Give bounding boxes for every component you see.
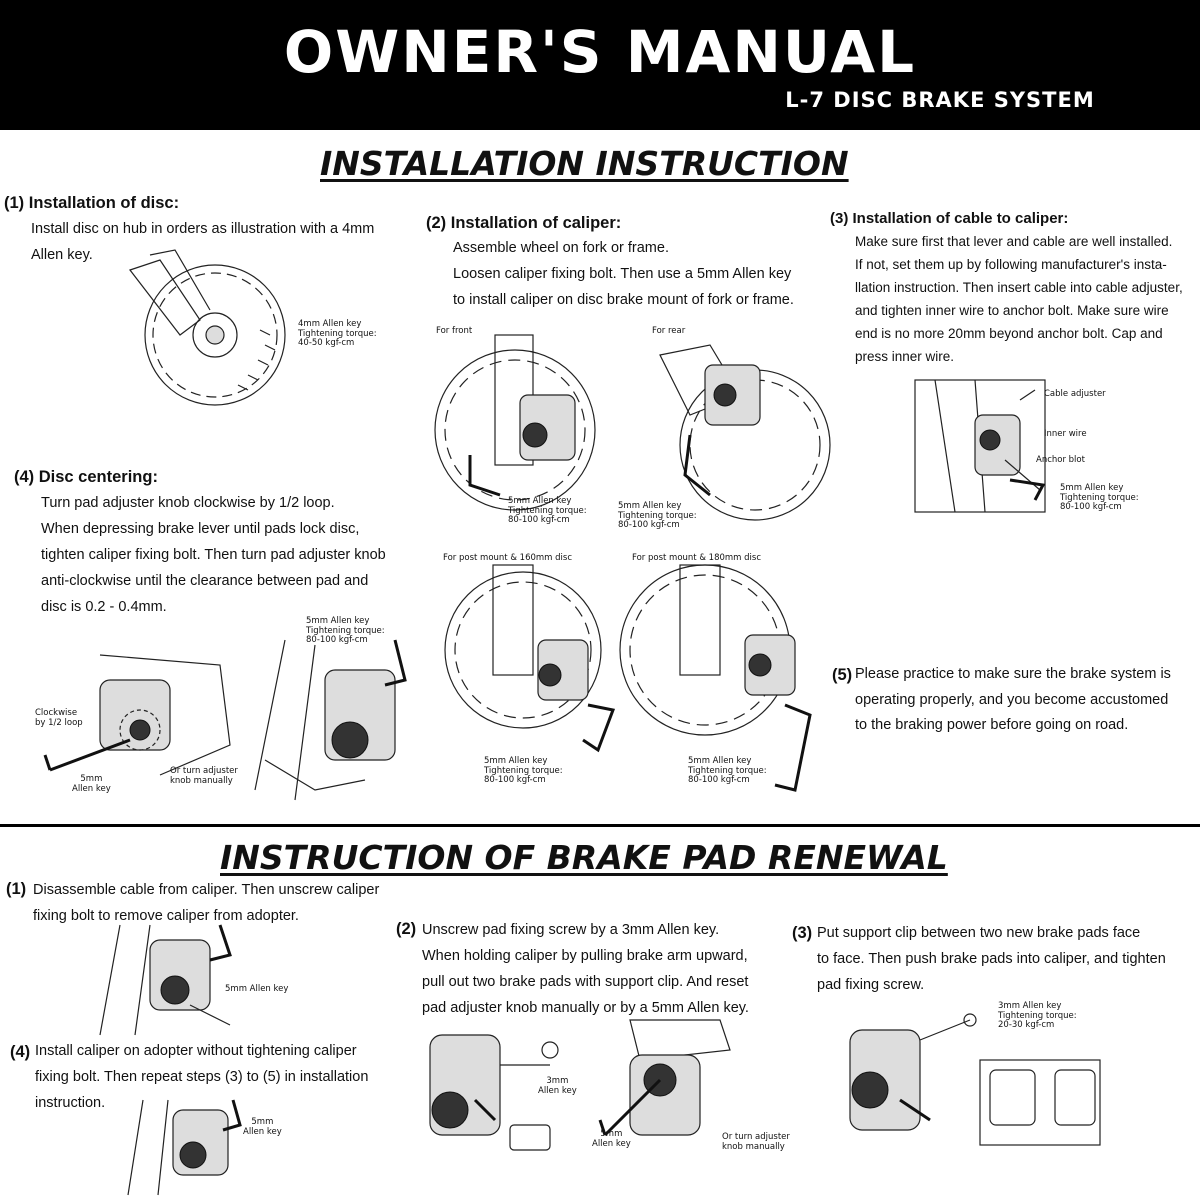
step2-heading: (2) Installation of caliper: [426,214,622,232]
callout-line: Tightening torque: [998,1010,1077,1021]
caliper-remove-illustration [100,925,240,1035]
step4-callout [306,617,385,646]
callout-line: 4mm Allen key [298,319,362,329]
renewal-step1-label: 5mm Allen key [225,984,289,994]
renewal-step2-line: Unscrew pad fixing screw by a 3mm Allen key. [422,922,720,938]
figure-front-label: For front [436,326,473,336]
header-bar [0,0,1200,130]
front-callout [508,497,587,526]
disc-install-illustration [120,250,320,430]
renewal-step3-line: to face. Then push brake pads into caliper, and tighten [817,951,1166,967]
label-line: 5mm [600,1129,623,1139]
callout-line: Tightening torque: [688,765,767,776]
step5-line: to the braking power before going on road. [855,717,1129,733]
callout-line: Tightening torque: [306,625,385,636]
label-line: Allen key [243,1126,282,1137]
callout-line: Tightening torque: [618,510,697,521]
callout-line: 80-100 kgf-cm [618,520,680,530]
renewal-step4-label [243,1118,282,1137]
label-line: knob manually [722,1141,785,1152]
renewal-step3-line: Put support clip between two new brake pads face [817,925,1141,941]
renewal-step4-line: Install caliper on adopter without tightening caliper [35,1043,357,1059]
caliper-reinstall-illustration [128,1100,248,1195]
step5-line: operating properly, and you become accustomed [855,691,1169,708]
anchor-bolt-label: Anchor blot [1036,455,1085,465]
step2-text [453,235,794,313]
label-line: Or turn adjuster [170,766,238,776]
callout-line: Tightening torque: [1060,492,1139,503]
renewal-step2-heading: (2) [396,920,417,938]
callout-line: 80-100 kgf-cm [484,775,546,785]
step1-callout [298,320,377,349]
figure-post160-label: For post mount & 160mm disc [443,553,573,563]
callout-line: 5mm Allen key [618,501,682,511]
step4-line: Turn pad adjuster knob clockwise by 1/2 loop. [41,495,335,511]
step3-callout [1060,484,1139,513]
step5-line: Please practice to make sure the brake system is [855,666,1171,682]
callout-line: 5mm Allen key [484,756,548,766]
callout-line: Tightening torque: [508,505,587,516]
step1-heading: (1) Installation of disc: [4,194,180,212]
callout-line: Tightening torque: [484,765,563,776]
renewal-step1-text [33,877,379,929]
label-line: by 1/2 loop [35,717,83,728]
label-line: Clockwise [35,708,78,718]
renewal-key5-label [592,1130,631,1149]
renewal-title: INSTRUCTION OF BRAKE PAD RENEWAL [220,838,948,877]
installation-title: INSTALLATION INSTRUCTION [320,144,849,183]
manual-title: OWNER'S MANUAL [283,18,917,86]
section-divider [0,824,1200,827]
step2-line: Assemble wheel on fork or frame. [453,240,669,256]
step5-text [855,662,1171,739]
step3-line: end is no more 20mm beyond anchor bolt. Cap and [855,326,1163,341]
renewal-step3-heading: (3) [792,924,813,942]
renewal-step1-heading: (1) [6,880,27,898]
label-line: 3mm [546,1076,569,1086]
callout-line: 3mm Allen key [998,1001,1062,1011]
manual-subtitle: L-7 DISC BRAKE SYSTEM [785,88,1095,112]
renewal-step3-text [817,920,1166,998]
label-line: Allen key [538,1085,577,1096]
step3-line: Make sure first that lever and cable are well installed. [855,234,1173,249]
step4-heading: (4) Disc centering: [14,468,158,486]
step2-line: to install caliper on disc brake mount of fork or frame. [453,292,794,308]
step1-line: Install disc on hub in orders as illustration with a 4mm [31,221,375,237]
step4-text [41,490,386,620]
step2-line: Loosen caliper fixing bolt. Then use a 5mm Allen key [453,266,792,282]
rear-callout [618,502,697,531]
step3-line: If not, set them up by following manufacturer's insta- [855,257,1167,272]
renewal-step3-line: pad fixing screw. [817,977,925,993]
pad-insert-illustration [840,1010,1110,1150]
step4-line: tighten caliper fixing bolt. Then turn pad adjuster knob [41,547,386,563]
caliper-front-illustration [430,335,620,505]
turn-label [170,767,238,786]
step3-line: llation instruction. Then insert cable into cable adjuster, [855,280,1183,295]
renewal-step2-line: When holding caliper by pulling brake arm upward, [422,948,748,964]
callout-line: 5mm Allen key [688,756,752,766]
renewal-step1-line: fixing bolt to remove caliper from adopter. [33,908,299,924]
step1-line: Allen key. [31,247,93,263]
figure-post180-label: For post mount & 180mm disc [632,553,762,563]
renewal-step4-line: fixing bolt. Then repeat steps (3) to (5) in installation [35,1069,369,1085]
callout-line: 20-30 kgf-cm [998,1020,1055,1030]
post160-callout [484,757,563,786]
step3-heading: (3) Installation of cable to caliper: [830,210,1069,227]
step4-line: disc is 0.2 - 0.4mm. [41,599,167,615]
renewal-turn-label [722,1133,790,1152]
key-label [72,775,111,794]
callout-line: 5mm Allen key [306,616,370,626]
post180-callout [688,757,767,786]
label-line: 5mm [251,1117,274,1127]
callout-line: 80-100 kgf-cm [508,515,570,525]
inner-wire-label: Inner wire [1044,429,1087,439]
step3-line: and tighten inner wire to anchor bolt. Make sure wire [855,303,1169,318]
callout-line: 80-100 kgf-cm [1060,502,1122,512]
step5-heading: (5) [832,666,853,684]
renewal-step2-line: pad adjuster knob manually or by a 5mm Allen key. [422,1000,749,1016]
step4-line: anti-clockwise until the clearance between pad and [41,573,369,589]
renewal-step2-line: pull out two brake pads with support clip. And reset [422,974,749,990]
caliper-tighten-illustration [255,640,415,800]
label-line: Or turn adjuster [722,1132,790,1142]
figure-rear-label: For rear [652,326,686,336]
step3-line: press inner wire. [855,349,955,364]
label-line: 5mm [80,774,103,784]
cable-adjuster-label: Cable adjuster [1044,389,1106,399]
callout-line: 80-100 kgf-cm [306,635,368,645]
callout-line: 5mm Allen key [1060,483,1124,493]
renewal-key3-label [538,1077,577,1096]
label-line: Allen key [72,783,111,794]
renewal-step1-line: Disassemble cable from caliper. Then unscrew caliper [33,882,380,898]
step3-text [855,230,1183,368]
callout-line: Tightening torque: [298,328,377,339]
label-line: Allen key [592,1138,631,1149]
callout-line: 80-100 kgf-cm [688,775,750,785]
caliper-post160-illustration [438,565,618,755]
label-line: knob manually [170,775,233,786]
renewal-step4-line: instruction. [35,1095,106,1111]
callout-line: 5mm Allen key [508,496,572,506]
renewal-step4-heading: (4) [10,1043,31,1061]
cable-install-illustration [915,380,1045,512]
clockwise-label [35,709,83,728]
step4-line: When depressing brake lever until pads lock disc, [41,521,360,537]
caliper-rear-illustration [650,335,820,505]
renewal-step2-text [422,917,749,1021]
callout-line: 40-50 kgf-cm [298,338,355,348]
